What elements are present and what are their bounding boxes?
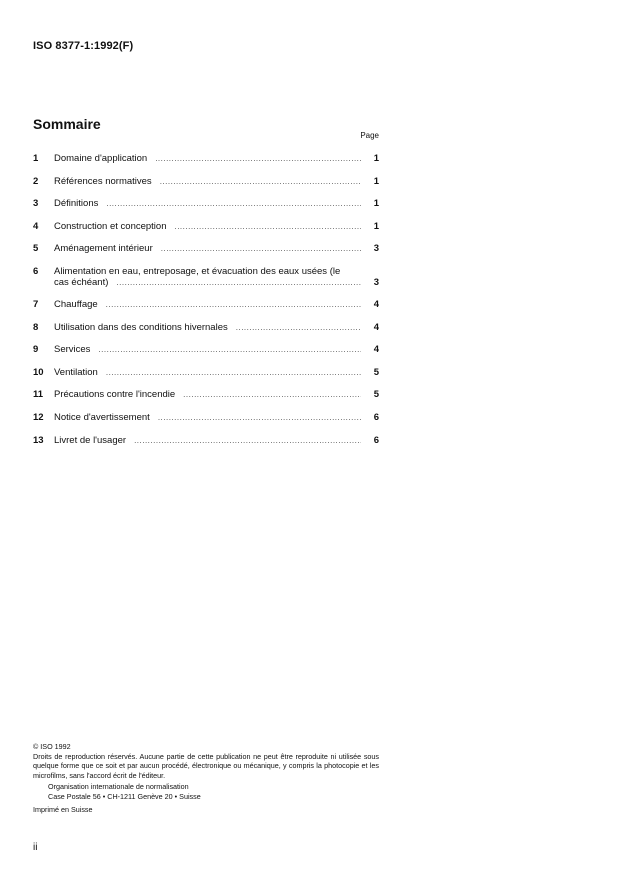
- toc-entry-page: 1: [373, 198, 379, 210]
- toc-entry: [33, 295, 379, 318]
- dot-leader: [236, 323, 361, 332]
- toc-entry-number: 6: [33, 265, 39, 277]
- toc-entry: [33, 431, 379, 454]
- toc-entry: [33, 149, 379, 172]
- toc-entry-title: Utilisation dans des conditions hivernales: [54, 321, 228, 333]
- toc-entry-number: 12: [33, 411, 44, 423]
- organization-address: [33, 782, 379, 801]
- dot-leader: [116, 278, 361, 287]
- toc-entry-number: 8: [33, 321, 39, 333]
- document-id: ISO 8377-1:1992(F): [33, 40, 134, 52]
- toc-entry: [33, 262, 379, 295]
- dot-leader: [155, 154, 361, 163]
- toc-entry: [33, 340, 379, 363]
- toc-entry-title: Précautions contre l'incendie: [54, 389, 176, 401]
- dot-leader: [98, 345, 361, 354]
- toc-entry-title: Services: [54, 344, 91, 356]
- dot-leader: [134, 436, 361, 445]
- toc-entry: [33, 385, 379, 408]
- rights-notice: Droits de reproduction réservés. Aucune partie de cette publication ne peut être reproduite ni utilisée sous quelque forme que ce soit et par aucun procédé, électronique ou mécanique, y compris la photocopie et les microfilms, sans l'accord écrit de l'éditeur.: [33, 751, 379, 780]
- dot-leader: [183, 390, 361, 399]
- page-number: ii: [33, 842, 38, 853]
- toc-entry-page: 1: [373, 220, 379, 232]
- toc-entry-title: Alimentation en eau, entreposage, et évacuation des eaux usées (le: [54, 265, 341, 277]
- dot-leader: [174, 222, 361, 231]
- toc-entry-title: Définitions: [54, 198, 99, 210]
- toc-entry-title: Construction et conception: [54, 220, 167, 232]
- toc-entry-page: 5: [373, 366, 379, 378]
- toc-entry: [33, 318, 379, 341]
- toc-entry-page: 6: [373, 434, 379, 446]
- toc-entry-number: 9: [33, 344, 39, 356]
- toc-entry: [33, 217, 379, 240]
- page-column-label: Page: [360, 131, 379, 140]
- dot-leader: [106, 199, 361, 208]
- dot-leader: [106, 368, 361, 377]
- copyright-block: [33, 742, 379, 814]
- toc-entry-page: 4: [373, 298, 379, 310]
- dot-leader: [158, 413, 361, 422]
- toc-entry-number: 2: [33, 175, 39, 187]
- toc-entry-page: 1: [373, 153, 379, 164]
- toc-entry-page: 4: [373, 321, 379, 333]
- organization-name: Organisation internationale de normalisation: [48, 782, 189, 792]
- toc-entry-number: 5: [33, 243, 39, 255]
- toc-entry-page: 3: [373, 276, 379, 288]
- toc-entry-title: Ventilation: [54, 366, 98, 378]
- toc-entry-page: 5: [373, 389, 379, 401]
- toc-entry-page: 4: [373, 344, 379, 356]
- toc-title: Sommaire: [33, 116, 101, 132]
- toc-entry-title: Chauffage: [54, 298, 98, 310]
- toc-entry-number: 3: [33, 198, 39, 210]
- toc-entry: [33, 194, 379, 217]
- copyright-line: © ISO 1992: [33, 742, 71, 751]
- toc-entry: [33, 408, 379, 431]
- printed-in: Imprimé en Suisse: [33, 804, 93, 814]
- toc-entry-title: Références normatives: [54, 175, 152, 187]
- toc-entry: [33, 172, 379, 195]
- toc-entry-number: 1: [33, 153, 39, 164]
- dot-leader: [106, 300, 361, 309]
- toc-entry: [33, 363, 379, 386]
- toc-entry-page: 3: [373, 243, 379, 255]
- toc-entry-title: Livret de l'usager: [54, 434, 127, 446]
- toc-entry-number: 7: [33, 298, 39, 310]
- dot-leader: [161, 244, 361, 253]
- postal-address: Case Postale 56 • CH-1211 Genève 20 • Suisse: [48, 791, 201, 801]
- toc-list: [33, 149, 379, 453]
- toc-entry-title: Notice d'avertissement: [54, 411, 150, 423]
- toc-entry-number: 4: [33, 220, 39, 232]
- toc-entry-number: 11: [33, 389, 44, 401]
- toc-entry-title: Domaine d'application: [54, 153, 148, 164]
- toc-entry-page: 1: [373, 175, 379, 187]
- dot-leader: [160, 177, 361, 186]
- toc-entry-number: 13: [33, 434, 44, 446]
- toc-entry-page: 6: [373, 411, 379, 423]
- toc-entry-number: 10: [33, 366, 44, 378]
- toc-entry-title-continued: cas échéant): [54, 276, 109, 288]
- toc-entry: [33, 239, 379, 262]
- toc-entry-title: Aménagement intérieur: [54, 243, 153, 255]
